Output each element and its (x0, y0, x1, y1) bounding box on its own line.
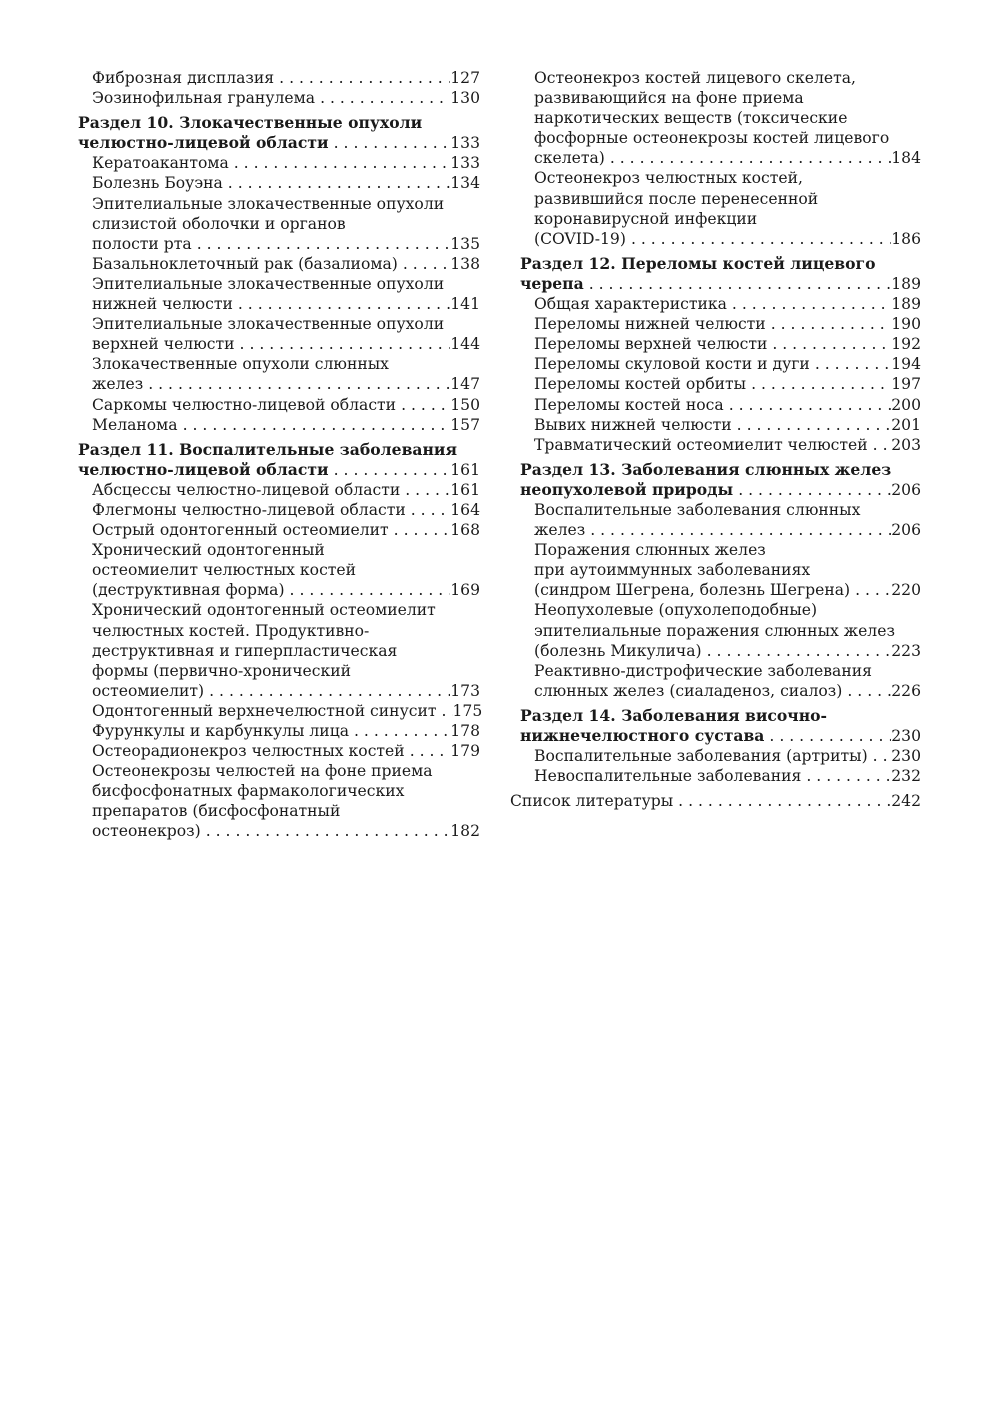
toc-entry-title-line: Абсцессы челюстно-лицевой области (92, 480, 401, 499)
page-number: 169 (450, 581, 480, 600)
toc-entry[interactable] (78, 721, 480, 741)
toc-entry[interactable] (78, 354, 480, 394)
page-number: 194 (891, 355, 921, 374)
toc-entry[interactable] (520, 435, 921, 455)
toc-entry[interactable] (78, 274, 480, 314)
toc-left-column (78, 68, 483, 842)
page-number: 138 (450, 254, 480, 273)
toc-entry[interactable] (78, 520, 480, 540)
page-number: 186 (891, 229, 921, 248)
page-number: 189 (891, 295, 921, 314)
toc-entry[interactable] (520, 374, 921, 394)
toc-entry-title-line: Список литературы (510, 792, 674, 811)
page-number: 168 (450, 521, 480, 540)
dot-leader (626, 229, 891, 249)
toc-entry[interactable] (78, 500, 480, 520)
page-number: 192 (891, 335, 921, 354)
toc-entry-title-line: Переломы верхней челюсти (534, 335, 768, 354)
toc-entry-last-line (534, 580, 921, 600)
page-number: 141 (450, 295, 480, 314)
toc-entry-last-line (534, 294, 921, 314)
toc-entry-title-line: Фиброзная дисплазия (92, 69, 275, 87)
toc-entry-title-line: желез (534, 521, 586, 540)
dot-leader (732, 415, 892, 435)
page-number: 135 (450, 234, 480, 253)
toc-entry[interactable] (520, 500, 921, 540)
dot-leader (764, 726, 891, 746)
toc-entry[interactable] (520, 746, 921, 766)
toc-entry[interactable] (520, 168, 921, 248)
toc-entry-title-line: Базальноклеточный рак (базалиома) (92, 254, 398, 273)
page-number: 175 (452, 701, 483, 720)
page-number: 226 (891, 681, 921, 700)
toc-entry-last-line (92, 254, 480, 274)
dot-leader (396, 395, 450, 415)
page-number: 161 (450, 460, 480, 479)
toc-entry[interactable] (520, 766, 921, 786)
toc-entry-title-line: Остеонекроз костей лицевого скелета, (534, 69, 856, 87)
toc-entry-title-line: Общая характеристика (534, 295, 727, 314)
dot-leader (767, 334, 891, 354)
page-number: 232 (891, 767, 921, 786)
toc-entry-title-line: Поражения слюнных желез (534, 541, 766, 560)
toc-entry-title-line: Остеонекрозы челюстей на фоне приема (92, 762, 433, 781)
dot-leader (842, 681, 891, 701)
toc-entry-last-line (92, 415, 480, 435)
toc-entry-title-line: развившийся после перенесенной (534, 189, 819, 208)
dot-leader (801, 766, 891, 786)
toc-entry[interactable] (78, 194, 480, 254)
toc-entry[interactable] (78, 741, 480, 761)
toc-entry[interactable] (510, 791, 921, 811)
toc-entry-title-line: Эпителиальные злокачественные опухоли (92, 194, 445, 213)
toc-entry-title-line: Травматический остеомиелит челюстей (534, 435, 868, 454)
toc-entry[interactable] (78, 395, 480, 415)
page-number: 130 (450, 89, 480, 108)
toc-entry-last-line (534, 395, 921, 415)
toc-entry-title-line: Хронический одонтогенный (92, 541, 325, 560)
toc-entry-last-line (92, 374, 480, 394)
toc-entry-last-line (534, 641, 921, 661)
dot-leader (400, 480, 450, 500)
toc-entry-last-line (92, 741, 480, 761)
toc-entry[interactable] (78, 153, 480, 173)
toc-entry[interactable] (78, 600, 480, 700)
page-number: 230 (891, 747, 921, 766)
toc-entry-title-line: Кератоакантома (92, 154, 229, 173)
dot-leader (727, 294, 891, 314)
dot-leader (315, 88, 450, 108)
toc-entry[interactable] (78, 480, 480, 500)
toc-entry[interactable] (520, 68, 921, 168)
toc-entry-last-line (92, 701, 483, 721)
toc-entry-title-line: при аутоиммунных заболеваниях (534, 561, 811, 580)
toc-entry-title-line: Злокачественные опухоли слюнных (92, 355, 389, 374)
page-number: 161 (450, 480, 480, 499)
toc-entry-title-line: Остеорадионекроз челюстных костей (92, 742, 405, 761)
toc-entry[interactable] (78, 173, 480, 193)
toc-entry[interactable] (520, 661, 921, 701)
toc-entry-title-line: Неопухолевые (опухолеподобные) (534, 601, 818, 620)
toc-entry-last-line (534, 148, 921, 168)
toc-entry-title-line: Саркомы челюстно-лицевой области (92, 395, 397, 414)
toc-entry-last-line (78, 460, 480, 480)
toc-entry-title-line: Переломы скуловой кости и дуги (534, 355, 810, 374)
toc-entry[interactable] (78, 415, 480, 435)
toc-entry-title-line: формы (первично-хронический (92, 661, 352, 680)
toc-entry-last-line (534, 766, 921, 786)
toc-entry-last-line (92, 68, 480, 88)
toc-entry-title-line: (синдром Шегрена, болезнь Шегрена) (534, 581, 851, 600)
page-number: 184 (891, 149, 921, 168)
toc-entry-title-line: Переломы костей носа (534, 395, 724, 414)
dot-leader (143, 374, 450, 394)
page-number: 203 (891, 435, 921, 454)
toc-entry-title-line: (COVID-19) (534, 229, 626, 248)
toc-entry-last-line (534, 681, 921, 701)
toc-entry-title-line: скелета) (534, 149, 605, 168)
page-number: 157 (450, 415, 480, 434)
dot-leader (437, 701, 453, 721)
toc-entry-title-line: Острый одонтогенный остеомиелит (92, 521, 389, 540)
page-number: 197 (891, 375, 921, 394)
toc-entry-title-line: остеомиелит) (92, 681, 205, 700)
page-number: 220 (891, 581, 921, 600)
dot-leader (349, 721, 450, 741)
page-number: 133 (450, 154, 480, 173)
toc-entry-last-line (534, 746, 921, 766)
page-number: 200 (891, 395, 921, 414)
toc-entry-last-line (92, 821, 480, 841)
toc-entry-title-line: Хронический одонтогенный остеомиелит (92, 601, 436, 620)
toc-entry-title-line: Воспалительные заболевания (артриты) (534, 747, 868, 766)
toc-entry-title-line: Эозинофильная гранулема (92, 89, 316, 108)
toc-entry-last-line (92, 234, 480, 254)
page-number: 182 (450, 822, 480, 841)
toc-entry[interactable] (520, 395, 921, 415)
page-number: 223 (891, 641, 921, 660)
dot-leader (178, 415, 451, 435)
toc-entry-last-line (92, 500, 480, 520)
toc-entry-title-line: Флегмоны челюстно-лицевой области (92, 500, 406, 519)
toc-entry-title-line: Меланома (92, 415, 178, 434)
page-number: 147 (450, 375, 480, 394)
page-number: 206 (891, 480, 921, 499)
toc-entry-title-line: Раздел 10. Злокачественные опухоли (78, 113, 423, 133)
dot-leader (192, 234, 451, 254)
toc-entry-title-line: Вывих нижней челюсти (534, 415, 732, 434)
toc-entry-title-line: желез (92, 375, 144, 394)
page-number: 178 (450, 722, 480, 740)
toc-entry-title-line: Одонтогенный верхнечелюстной синусит (92, 701, 437, 720)
toc-entry-last-line (520, 274, 921, 294)
toc-entry-last-line (520, 480, 921, 500)
dot-leader (235, 334, 451, 354)
dot-leader (724, 395, 892, 415)
toc-entry-last-line (92, 681, 480, 701)
dot-leader (329, 133, 451, 153)
dot-leader (810, 354, 891, 374)
dot-leader (223, 173, 450, 193)
toc-entry-title-line: нижней челюсти (92, 295, 233, 314)
toc-entry-last-line (92, 88, 480, 108)
dot-leader (398, 254, 450, 274)
toc-entry-title-line: челюстно-лицевой области (78, 459, 329, 479)
toc-section-heading[interactable] (78, 440, 480, 480)
dot-leader (285, 580, 451, 600)
page-number: 189 (891, 274, 921, 293)
toc-entry-title-line: Остеонекроз челюстных костей, (534, 169, 803, 188)
toc-entry-title-line: деструктивная и гиперпластическая (92, 641, 398, 660)
toc-entry-last-line (534, 314, 921, 334)
toc-entry-title-line: (деструктивная форма) (92, 581, 285, 600)
dot-leader (389, 520, 451, 540)
dot-leader (201, 821, 451, 841)
toc-entry-title-line: Реактивно-дистрофические заболевания (534, 661, 872, 680)
page-number: 134 (450, 174, 480, 193)
page-number: 179 (450, 742, 480, 761)
toc-entry-last-line (92, 480, 480, 500)
toc-entry-title-line: развивающийся на фоне приема (534, 89, 804, 108)
toc-section-heading[interactable] (520, 706, 921, 746)
toc-entry-title-line: слизистой оболочки и органов (92, 214, 346, 233)
page-number: 164 (450, 500, 480, 519)
page-number: 150 (450, 395, 480, 414)
toc-entry-title-line: Эпителиальные злокачественные опухоли (92, 274, 445, 293)
dot-leader (733, 480, 891, 500)
page-number: 242 (891, 792, 921, 811)
toc-entry[interactable] (520, 294, 921, 314)
toc-entry[interactable] (520, 354, 921, 374)
toc-section-heading[interactable] (520, 460, 921, 500)
toc-right-column (510, 68, 921, 811)
dot-leader (584, 274, 892, 294)
toc-entry[interactable] (78, 540, 480, 600)
page-number: 230 (891, 727, 921, 745)
dot-leader (868, 435, 892, 455)
toc-entry-last-line (534, 520, 921, 540)
toc-entry[interactable] (520, 540, 921, 600)
dot-leader (274, 68, 450, 88)
toc-entry-last-line (92, 580, 480, 600)
page-number: 133 (450, 134, 480, 153)
toc-entry[interactable] (78, 761, 480, 841)
toc-section-heading[interactable] (520, 254, 921, 294)
dot-leader (766, 314, 892, 334)
toc-entry-last-line (92, 173, 480, 193)
toc-entry-title-line: Раздел 12. Переломы костей лицевого (520, 253, 876, 273)
toc-entry-title-line: наркотических веществ (токсические (534, 109, 848, 128)
page-number: 144 (450, 335, 480, 354)
page-number: 190 (891, 315, 921, 334)
dot-leader (229, 153, 450, 173)
toc-entry-title-line: коронавирусной инфекции (534, 209, 758, 228)
toc-entry-title-line: препаратов (бисфосфонатный (92, 802, 341, 821)
toc-entry[interactable] (520, 415, 921, 435)
toc-entry-title-line: Воспалительные заболевания слюнных (534, 500, 861, 519)
dot-leader (868, 746, 892, 766)
toc-entry-title-line: слюнных желез (сиаладеноз, сиалоз) (534, 681, 843, 700)
toc-entry-title-line: нижнечелюстного сустава (520, 726, 765, 745)
page-number: 201 (891, 415, 921, 434)
toc-entry-title-line: остеомиелит челюстных костей (92, 561, 357, 580)
toc-entry-title-line: челюстных костей. Продуктивно- (92, 621, 370, 640)
toc-entry-last-line (92, 520, 480, 540)
toc-entry-title-line: фосфорные остеонекрозы костей лицевого (534, 129, 890, 148)
toc-entry[interactable] (520, 334, 921, 354)
toc-entry[interactable] (78, 314, 480, 354)
toc-entry-title-line: неопухолевой природы (520, 479, 734, 499)
toc-entry-last-line (92, 395, 480, 415)
toc-entry-last-line (534, 334, 921, 354)
toc-entry-title-line: челюстно-лицевой области (78, 133, 329, 153)
toc-entry-last-line (534, 415, 921, 435)
dot-leader (233, 294, 450, 314)
toc-entry-last-line (92, 153, 480, 173)
toc-entry-title-line: Болезнь Боуэна (92, 174, 223, 193)
dot-leader (406, 500, 450, 520)
page-number: 173 (450, 681, 480, 700)
toc-entry-last-line (534, 374, 921, 394)
toc-entry-title-line: черепа (520, 273, 584, 293)
dot-leader (329, 460, 451, 480)
toc-entry-title-line: Раздел 11. Воспалительные заболевания (78, 439, 458, 459)
toc-entry-title-line: Раздел 13. Заболевания слюнных желез (520, 459, 892, 479)
toc-entry-title-line: Переломы нижней челюсти (534, 315, 766, 334)
toc-entry-title-line: остеонекроз) (92, 822, 201, 841)
toc-section-heading[interactable] (78, 113, 480, 153)
toc-entry-last-line (510, 791, 921, 811)
toc-entry[interactable] (78, 88, 480, 108)
toc-entry-title-line: Раздел 14. Заболевания височно- (520, 705, 828, 725)
toc-entry-last-line (92, 721, 480, 741)
toc-entry-title-line: верхней челюсти (92, 335, 235, 354)
toc-entry[interactable] (78, 68, 480, 88)
toc-entry-last-line (78, 133, 480, 153)
toc-entry-last-line (92, 294, 480, 314)
toc-entry-title-line: бисфосфонатных фармакологических (92, 782, 405, 801)
toc-entry[interactable] (520, 314, 921, 334)
toc-entry[interactable] (78, 701, 483, 721)
dot-leader (405, 741, 451, 761)
dot-leader (673, 791, 891, 811)
dot-leader (204, 681, 450, 701)
toc-entry-title-line: полости рта (92, 234, 192, 253)
toc-entry-last-line (92, 334, 480, 354)
dot-leader (702, 641, 892, 661)
toc-entry-title-line: Эпителиальные злокачественные опухоли (92, 315, 445, 334)
toc-entry-last-line (520, 726, 921, 746)
page-number: 127 (450, 69, 480, 87)
toc-entry-last-line (534, 354, 921, 374)
toc-entry[interactable] (78, 254, 480, 274)
toc-entry-last-line (534, 435, 921, 455)
toc-entry-title-line: Переломы костей орбиты (534, 375, 747, 394)
dot-leader (746, 374, 891, 394)
toc-entry-title-line: Невоспалительные заболевания (534, 767, 802, 786)
toc-entry-title-line: Фурункулы и карбункулы лица (92, 722, 350, 740)
page-number: 206 (891, 521, 921, 540)
toc-entry[interactable] (520, 600, 921, 660)
toc-entry-title-line: (болезнь Микулича) (534, 641, 702, 660)
toc-entry-title-line: эпителиальные поражения слюнных желез (534, 621, 895, 640)
dot-leader (850, 580, 891, 600)
toc-entry-last-line (534, 229, 921, 249)
dot-leader (585, 520, 891, 540)
dot-leader (605, 148, 891, 168)
